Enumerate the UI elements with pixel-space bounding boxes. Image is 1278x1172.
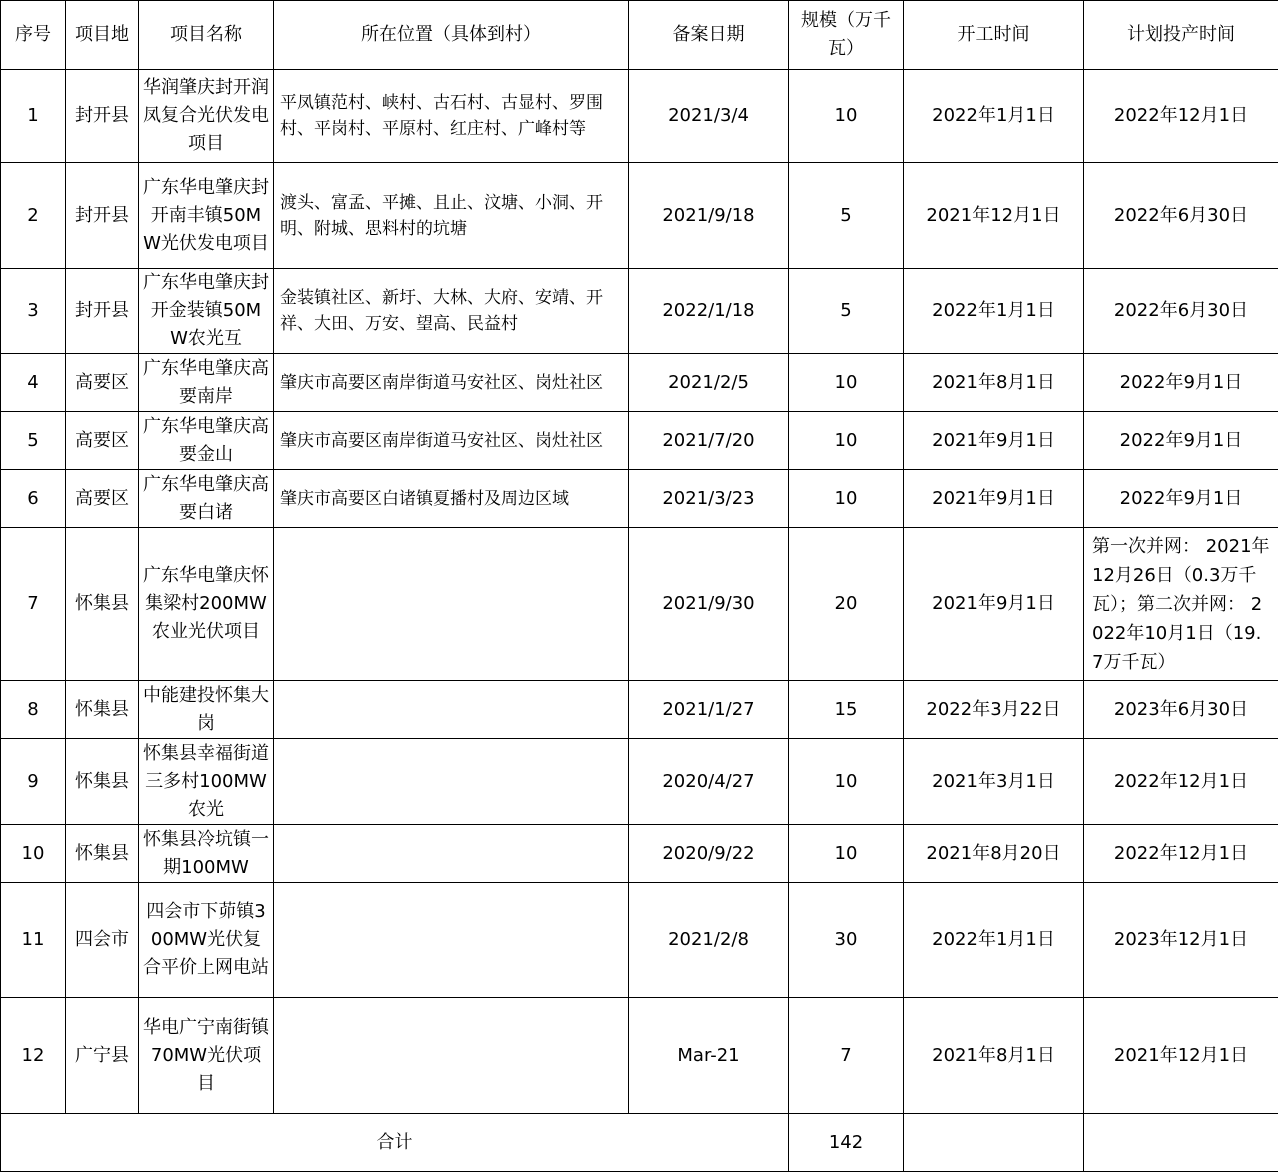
cell-county: 四会市	[66, 883, 139, 998]
cell-plan: 2022年12月1日	[1084, 739, 1278, 825]
cell-scale: 10	[789, 739, 904, 825]
table-row	[1, 412, 1278, 470]
cell-county: 怀集县	[66, 739, 139, 825]
cell-seq: 2	[1, 163, 66, 269]
cell-start: 2021年3月1日	[904, 739, 1084, 825]
cell-filing-date: 2020/9/22	[629, 825, 789, 883]
cell-plan: 2023年6月30日	[1084, 681, 1278, 739]
table-row	[1, 354, 1278, 412]
cell-seq: 5	[1, 412, 66, 470]
table-row	[1, 681, 1278, 739]
cell-filing-date: 2020/4/27	[629, 739, 789, 825]
cell-start: 2021年9月1日	[904, 470, 1084, 528]
cell-location	[274, 825, 629, 883]
cell-filing-date: 2021/9/30	[629, 528, 789, 681]
cell-scale: 5	[789, 269, 904, 354]
table-row	[1, 998, 1278, 1114]
cell-name: 四会市下茆镇300MW光伏复合平价上网电站	[139, 883, 274, 998]
cell-start: 2021年8月1日	[904, 354, 1084, 412]
cell-county: 封开县	[66, 163, 139, 269]
header-row	[1, 1, 1278, 70]
cell-plan: 第一次并网： 2021年12月26日（0.3万千瓦）；第二次并网： 2022年10月1日（19.7万千瓦）	[1084, 528, 1278, 681]
header-scale: 规模（万千瓦）	[789, 1, 904, 70]
header-location: 所在位置（具体到村）	[274, 1, 629, 70]
cell-county: 封开县	[66, 269, 139, 354]
cell-seq: 9	[1, 739, 66, 825]
cell-seq: 3	[1, 269, 66, 354]
cell-location: 渡头、富孟、平摊、且止、汶塘、小洞、开明、附城、思料村的坑塘	[274, 163, 629, 269]
cell-plan: 2021年12月1日	[1084, 998, 1278, 1114]
table-row	[1, 70, 1278, 163]
cell-county: 怀集县	[66, 825, 139, 883]
cell-start: 2021年9月1日	[904, 528, 1084, 681]
cell-plan: 2022年9月1日	[1084, 412, 1278, 470]
cell-county: 怀集县	[66, 528, 139, 681]
cell-name: 怀集县幸福街道三多村100MW农光	[139, 739, 274, 825]
cell-location	[274, 739, 629, 825]
cell-scale: 20	[789, 528, 904, 681]
cell-location: 平凤镇范村、峡村、古石村、古显村、罗围村、平岗村、平原村、红庄村、广峰村等	[274, 70, 629, 163]
cell-plan: 2022年12月1日	[1084, 825, 1278, 883]
cell-scale: 10	[789, 470, 904, 528]
cell-seq: 10	[1, 825, 66, 883]
cell-name: 广东华电肇庆封开南丰镇50MW光伏发电项目	[139, 163, 274, 269]
cell-county: 高要区	[66, 354, 139, 412]
cell-name: 华电广宁南街镇70MW光伏项目	[139, 998, 274, 1114]
cell-filing-date: 2022/1/18	[629, 269, 789, 354]
cell-scale: 10	[789, 412, 904, 470]
cell-location: 肇庆市高要区南岸街道马安社区、岗灶社区	[274, 354, 629, 412]
cell-plan: 2023年12月1日	[1084, 883, 1278, 998]
cell-location	[274, 528, 629, 681]
total-empty-start	[904, 1114, 1084, 1172]
cell-filing-date: 2021/9/18	[629, 163, 789, 269]
cell-scale: 10	[789, 354, 904, 412]
cell-location: 肇庆市高要区南岸街道马安社区、岗灶社区	[274, 412, 629, 470]
header-seq: 序号	[1, 1, 66, 70]
cell-seq: 12	[1, 998, 66, 1114]
cell-scale: 10	[789, 70, 904, 163]
table-row	[1, 470, 1278, 528]
total-empty-plan	[1084, 1114, 1278, 1172]
table-row	[1, 163, 1278, 269]
cell-location	[274, 883, 629, 998]
cell-name: 中能建投怀集大岗	[139, 681, 274, 739]
cell-name: 广东华电肇庆高要金山	[139, 412, 274, 470]
cell-plan: 2022年6月30日	[1084, 269, 1278, 354]
cell-county: 高要区	[66, 470, 139, 528]
table-row	[1, 739, 1278, 825]
cell-seq: 8	[1, 681, 66, 739]
cell-scale: 15	[789, 681, 904, 739]
cell-plan: 2022年9月1日	[1084, 354, 1278, 412]
cell-start: 2021年8月20日	[904, 825, 1084, 883]
cell-name: 广东华电肇庆封开金装镇50MW农光互	[139, 269, 274, 354]
cell-name: 怀集县冷坑镇一期100MW	[139, 825, 274, 883]
cell-start: 2021年12月1日	[904, 163, 1084, 269]
header-start: 开工时间	[904, 1, 1084, 70]
cell-seq: 7	[1, 528, 66, 681]
cell-filing-date: 2021/1/27	[629, 681, 789, 739]
cell-scale: 7	[789, 998, 904, 1114]
cell-county: 封开县	[66, 70, 139, 163]
header-filing-date: 备案日期	[629, 1, 789, 70]
total-row	[1, 1114, 1278, 1172]
cell-name: 广东华电肇庆高要南岸	[139, 354, 274, 412]
cell-scale: 5	[789, 163, 904, 269]
header-name: 项目名称	[139, 1, 274, 70]
cell-filing-date: 2021/2/8	[629, 883, 789, 998]
total-scale: 142	[789, 1114, 904, 1172]
cell-filing-date: 2021/2/5	[629, 354, 789, 412]
cell-filing-date: 2021/3/23	[629, 470, 789, 528]
cell-start: 2022年1月1日	[904, 70, 1084, 163]
cell-plan: 2022年12月1日	[1084, 70, 1278, 163]
cell-start: 2022年1月1日	[904, 883, 1084, 998]
cell-seq: 4	[1, 354, 66, 412]
total-label: 合计	[1, 1114, 789, 1172]
cell-scale: 30	[789, 883, 904, 998]
cell-county: 怀集县	[66, 681, 139, 739]
cell-scale: 10	[789, 825, 904, 883]
cell-start: 2022年1月1日	[904, 269, 1084, 354]
cell-plan: 2022年6月30日	[1084, 163, 1278, 269]
cell-name: 广东华电肇庆高要白诸	[139, 470, 274, 528]
table-row	[1, 269, 1278, 354]
cell-location: 肇庆市高要区白诸镇夏播村及周边区域	[274, 470, 629, 528]
cell-county: 高要区	[66, 412, 139, 470]
header-county: 项目地	[66, 1, 139, 70]
table-row	[1, 883, 1278, 998]
header-plan: 计划投产时间	[1084, 1, 1278, 70]
cell-seq: 11	[1, 883, 66, 998]
cell-location	[274, 998, 629, 1114]
cell-name: 华润肇庆封开润凤复合光伏发电项目	[139, 70, 274, 163]
cell-filing-date: 2021/7/20	[629, 412, 789, 470]
cell-filing-date: 2021/3/4	[629, 70, 789, 163]
cell-plan: 2022年9月1日	[1084, 470, 1278, 528]
cell-start: 2021年8月1日	[904, 998, 1084, 1114]
cell-filing-date: Mar-21	[629, 998, 789, 1114]
table-row	[1, 825, 1278, 883]
cell-seq: 1	[1, 70, 66, 163]
cell-location: 金装镇社区、新圩、大林、大府、安靖、开祥、大田、万安、望高、民益村	[274, 269, 629, 354]
cell-start: 2022年3月22日	[904, 681, 1084, 739]
cell-name: 广东华电肇庆怀集梁村200MW农业光伏项目	[139, 528, 274, 681]
cell-location	[274, 681, 629, 739]
cell-county: 广宁县	[66, 998, 139, 1114]
cell-seq: 6	[1, 470, 66, 528]
cell-start: 2021年9月1日	[904, 412, 1084, 470]
table-row	[1, 528, 1278, 681]
